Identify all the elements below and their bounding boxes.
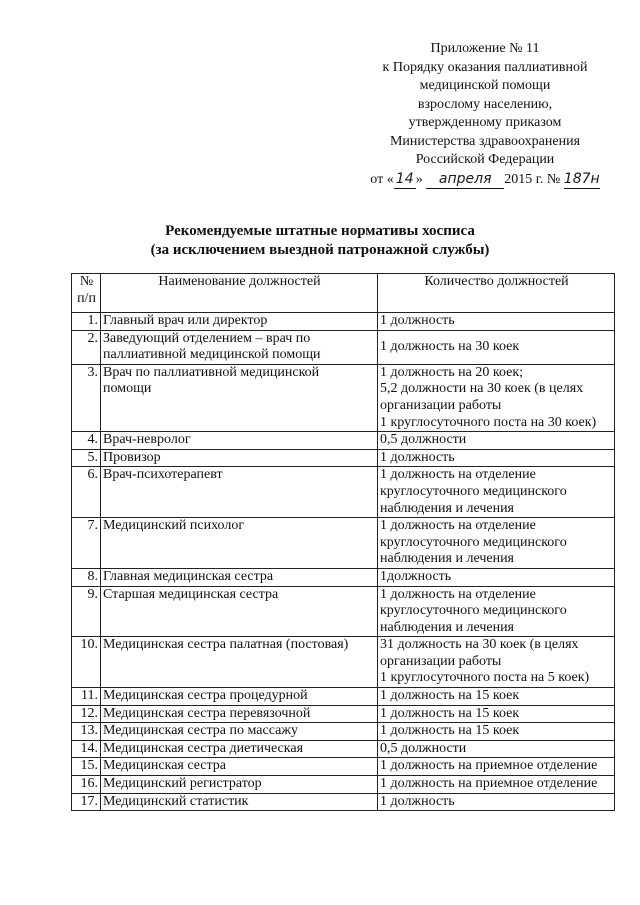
title-line-2: (за исключением выездной патронажной службы)	[150, 242, 490, 258]
table-row	[72, 449, 615, 467]
position-quantity	[378, 568, 615, 586]
position-quantity	[378, 364, 615, 431]
position-name-line: Медицинская сестра перевязочной	[103, 705, 311, 721]
appendix-line: Министерства здравоохранения	[389, 133, 581, 149]
position-quantity-line: 5,2 должности на 30 коек (в целях	[380, 381, 584, 397]
row-number: 2.	[72, 330, 101, 364]
row-number: 10.	[72, 637, 101, 688]
position-quantity-line: наблюдения и лечения	[380, 551, 514, 567]
position-name	[101, 688, 378, 706]
table-row	[72, 688, 615, 706]
position-name-line: паллиативной медицинской помощи	[103, 347, 321, 363]
row-number: 5.	[72, 449, 101, 467]
row-number: 11.	[72, 688, 101, 706]
row-number: 17.	[72, 793, 101, 811]
date-month-handwritten: апреля	[426, 170, 504, 190]
position-quantity	[378, 637, 615, 688]
order-number-handwritten: 187н	[564, 170, 600, 190]
position-quantity	[378, 705, 615, 723]
table-row	[72, 586, 615, 637]
position-name-line: Медицинский регистратор	[103, 776, 262, 792]
position-name	[101, 364, 378, 431]
row-number: 1.	[72, 313, 101, 331]
position-quantity-line: 31 должность на 30 коек (в целях	[380, 637, 579, 653]
position-name-line: Медицинский статистик	[103, 793, 249, 809]
table-row	[72, 518, 615, 569]
header-name: Наименование должностей	[101, 274, 378, 313]
position-quantity-line: круглосуточного медицинского	[380, 603, 567, 619]
position-name	[101, 758, 378, 776]
position-quantity-line: 1 должность на 30 коек	[380, 338, 520, 354]
position-quantity-line: 1 должность на 15 коек	[380, 723, 520, 739]
position-quantity-line: 1 должность на 15 коек	[380, 705, 520, 721]
position-quantity-line: 1 должность	[380, 313, 455, 328]
title-line-1: Рекомендуемые штатные нормативы хосписа	[165, 223, 475, 239]
table-row	[72, 723, 615, 741]
position-quantity-line: 1 круглосуточного поста на 5 коек)	[380, 670, 590, 686]
position-name-line: Врач по паллиативной медицинской	[103, 364, 320, 380]
date-day-handwritten: 14	[394, 170, 416, 190]
position-name	[101, 586, 378, 637]
position-name	[101, 518, 378, 569]
position-quantity-line: организации работы	[380, 653, 502, 669]
position-name-line: Медицинская сестра процедурной	[103, 688, 308, 704]
appendix-line: утвержденному приказом	[408, 115, 562, 130]
table-row	[72, 568, 615, 586]
position-quantity	[378, 758, 615, 776]
position-quantity-line: 0,5 должности	[380, 432, 467, 448]
row-number: 7.	[72, 518, 101, 569]
position-name	[101, 637, 378, 688]
position-quantity-line: наблюдения и лечения	[380, 619, 514, 635]
document-title	[0, 222, 640, 260]
position-name	[101, 432, 378, 450]
row-number: 9.	[72, 586, 101, 637]
table-row	[72, 776, 615, 794]
position-name	[101, 740, 378, 758]
date-year: 2015 г. №	[504, 171, 561, 187]
position-quantity-line: 1 должность на отделение	[380, 586, 536, 602]
position-name-line: Медицинская сестра	[103, 758, 227, 774]
row-number: 15.	[72, 758, 101, 776]
position-name	[101, 467, 378, 518]
row-number: 3.	[72, 364, 101, 431]
position-quantity	[378, 432, 615, 450]
table-row	[72, 330, 615, 364]
position-name	[101, 723, 378, 741]
position-quantity-line: 1 должность на отделение	[380, 518, 536, 534]
position-quantity	[378, 586, 615, 637]
appendix-header	[340, 40, 630, 189]
position-quantity-line: 1 должность на отделение	[380, 467, 536, 483]
position-name	[101, 776, 378, 794]
appendix-line: медицинской помощи	[419, 78, 551, 93]
position-quantity-line: круглосуточного медицинского	[380, 483, 567, 499]
position-name-line: помощи	[103, 381, 152, 397]
position-quantity-line: 1 должность	[380, 449, 455, 465]
position-quantity	[378, 518, 615, 569]
appendix-line: к Порядку оказания паллиативной	[382, 59, 588, 75]
position-quantity-line: наблюдения и лечения	[380, 500, 514, 516]
position-name	[101, 793, 378, 811]
row-number: 12.	[72, 705, 101, 723]
position-quantity-line: круглосуточного медицинского	[380, 534, 567, 550]
appendix-line: Приложение № 11	[430, 41, 540, 56]
position-quantity	[378, 330, 615, 364]
position-name	[101, 330, 378, 364]
position-name-line: Медицинская сестра по массажу	[103, 723, 298, 739]
position-quantity-line: 1 должность на приемное отделение	[380, 776, 598, 792]
order-date-line	[340, 170, 630, 190]
position-name-line: Медицинская сестра диетическая	[103, 740, 304, 756]
table-row	[72, 637, 615, 688]
row-number: 8.	[72, 568, 101, 586]
position-name-line: Врач-психотерапевт	[103, 467, 223, 483]
row-number: 13.	[72, 723, 101, 741]
row-number: 14.	[72, 740, 101, 758]
table-row	[72, 793, 615, 811]
appendix-line: взрослому населению,	[417, 96, 553, 112]
date-prefix: от «	[370, 171, 394, 187]
position-quantity-line: 1 должность на 15 коек	[380, 688, 520, 704]
position-quantity	[378, 740, 615, 758]
header-qty: Количество должностей	[378, 274, 615, 313]
position-name-line: Врач-невролог	[103, 432, 191, 448]
position-name-line: Главный врач или директор	[103, 313, 268, 328]
table-row	[72, 432, 615, 450]
position-name	[101, 568, 378, 586]
position-quantity-line: 1должность	[380, 568, 452, 584]
position-name-line: Медицинская сестра палатная (постовая)	[103, 637, 349, 653]
table-row	[72, 705, 615, 723]
table-row	[72, 467, 615, 518]
staffing-table	[71, 273, 615, 811]
position-name	[101, 705, 378, 723]
position-quantity-line: 1 круглосуточного поста на 30 коек)	[380, 414, 597, 430]
position-quantity-line: 0,5 должности	[380, 740, 467, 756]
row-number: 16.	[72, 776, 101, 794]
table-row	[72, 313, 615, 331]
position-quantity	[378, 449, 615, 467]
row-number: 6.	[72, 467, 101, 518]
position-quantity-line: 1 должность на 20 коек;	[380, 364, 524, 380]
appendix-line: Российской Федерации	[415, 152, 555, 167]
position-name-line: Медицинский психолог	[103, 518, 245, 534]
table-header-row	[72, 274, 615, 313]
row-number: 4.	[72, 432, 101, 450]
table-row	[72, 364, 615, 431]
header-num: № п/п	[72, 274, 101, 313]
table-body	[72, 313, 615, 811]
position-name-line: Старшая медицинская сестра	[103, 586, 279, 602]
position-quantity	[378, 723, 615, 741]
position-name-line: Главная медицинская сестра	[103, 568, 274, 584]
position-quantity	[378, 793, 615, 811]
position-name-line: Провизор	[103, 449, 161, 465]
position-quantity-line: 1 должность	[380, 793, 455, 809]
position-name	[101, 449, 378, 467]
position-quantity	[378, 467, 615, 518]
table-row	[72, 740, 615, 758]
position-quantity	[378, 313, 615, 331]
position-quantity-line: 1 должность на приемное отделение	[380, 758, 598, 774]
position-quantity-line: организации работы	[380, 397, 502, 413]
position-quantity	[378, 688, 615, 706]
position-name-line: Заведующий отделением – врач по	[103, 330, 311, 346]
position-quantity	[378, 776, 615, 794]
position-name	[101, 313, 378, 331]
table-row	[72, 758, 615, 776]
date-mid: »	[415, 171, 423, 187]
